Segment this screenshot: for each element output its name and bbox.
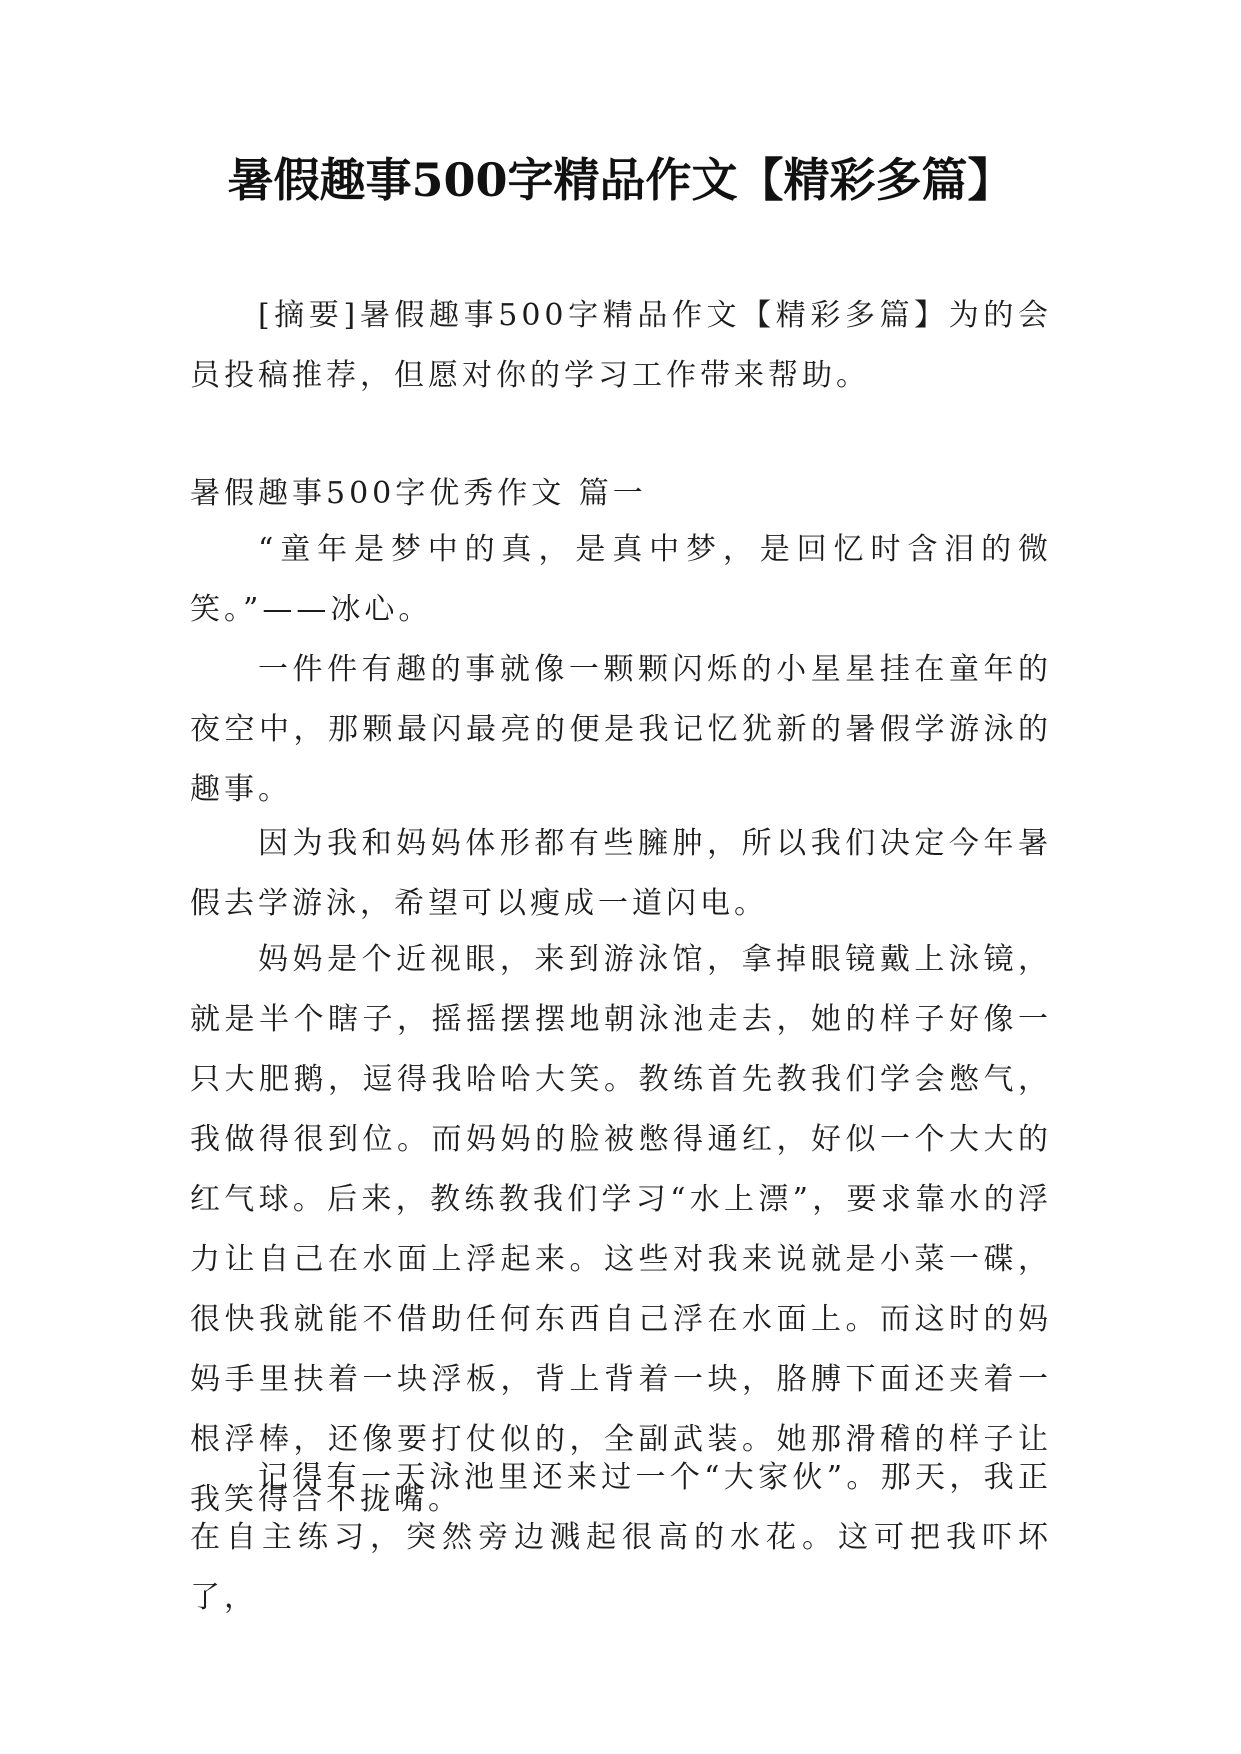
document-title: 暑假趣事500字精品作文【精彩多篇】 — [227, 153, 1014, 207]
paragraph: 记得有一天泳池里还来过一个“大家伙”。那天，我正在自主练习，突然旁边溅起很高的水花。这可把我吓坏了， — [190, 1460, 1052, 1615]
paragraph: 因为我和妈妈体形都有些臃肿，所以我们决定今年暑假去学游泳，希望可以瘦成一道闪电。 — [190, 826, 1052, 921]
abstract-block — [190, 286, 1052, 406]
paragraph: “童年是梦中的真，是真中梦，是回忆时含泪的微笑。”——冰心。 — [190, 532, 1052, 627]
paragraph-block — [190, 640, 1052, 820]
paragraph-block — [190, 814, 1052, 934]
section-heading: 暑假趣事500字优秀作文 篇一 — [190, 476, 647, 511]
paragraph: 一件件有趣的事就像一颗颗闪烁的小星星挂在童年的夜空中，那颗最闪最亮的便是我记忆犹新的暑假学游泳的趣事。 — [190, 652, 1052, 807]
paragraph-block — [190, 930, 1052, 1530]
paragraph: 妈妈是个近视眼，来到游泳馆，拿掉眼镜戴上泳镜，就是半个瞎子，摇摇摆摆地朝泳池走去，她的样子好像一只大肥鹅，逗得我哈哈大笑。教练首先教我们学会憋气，我做得很到位。而妈妈的脸被憋得通红，好似一个大大的红气球。后来，教练教我们学习“水上漂”，要求靠水的浮力让自己在水面上浮起来。这些对我来说就是小菜一碟，很快我就能不借助任何东西自己浮在水面上。而这时的妈妈手里扶着一块浮板，背上背着一块，胳膊下面还夹着一根浮棒，还像要打仗似的，全副武装。她那滑稽的样子让我笑得合不拢嘴。 — [190, 942, 1052, 1517]
paragraph-block — [190, 1448, 1052, 1628]
section-heading-block — [190, 464, 1052, 524]
quote-block — [190, 520, 1052, 640]
abstract-text: [摘要]暑假趣事500字精品作文【精彩多篇】为的会员投稿推荐，但愿对你的学习工作带来帮助。 — [190, 298, 1052, 393]
